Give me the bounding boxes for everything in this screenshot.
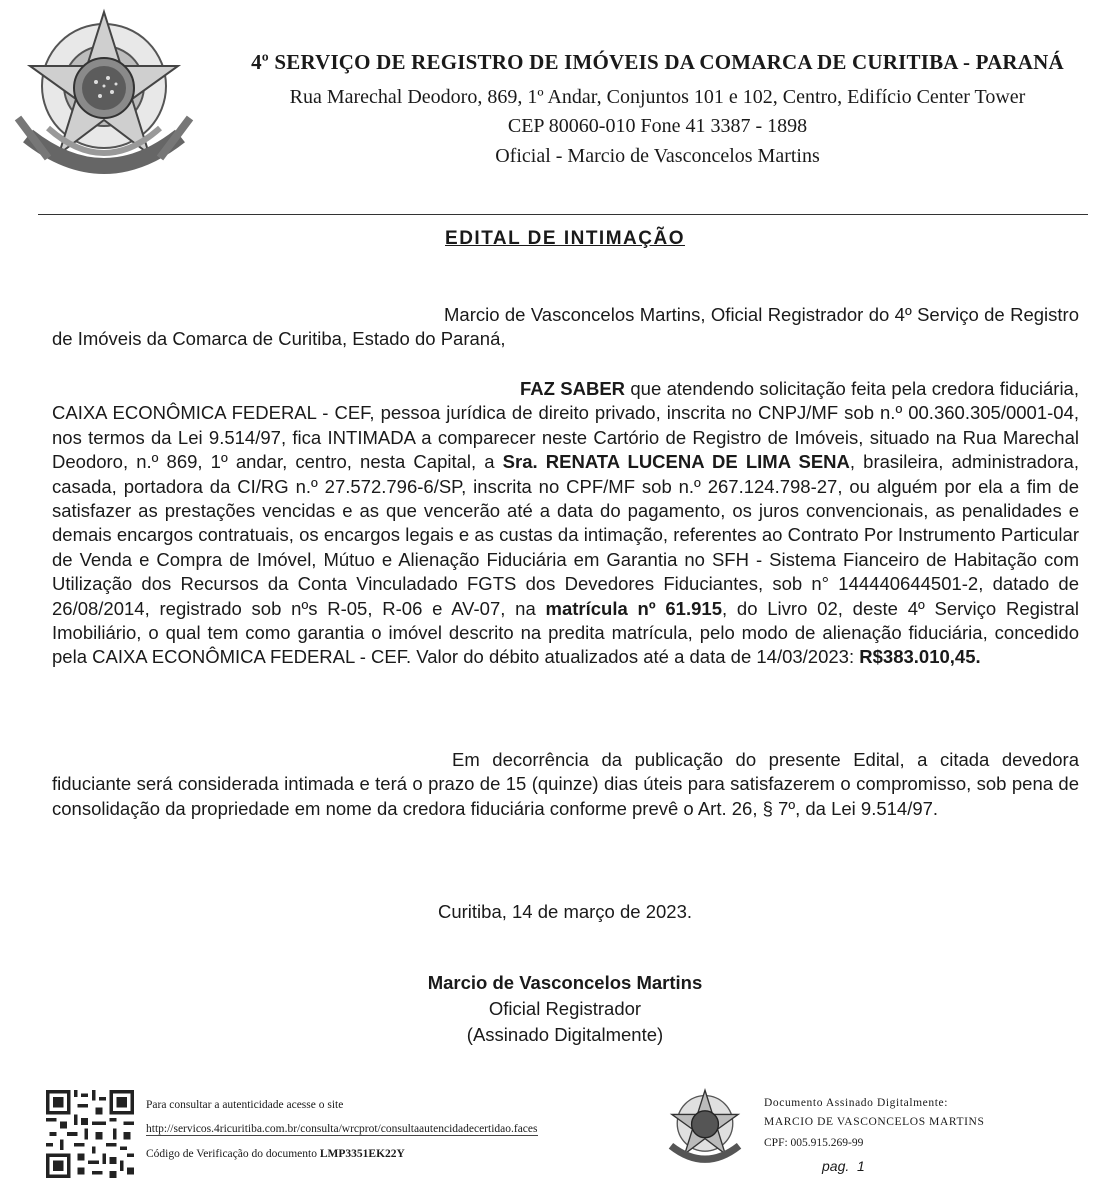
registry-title: 4º SERVIÇO DE REGISTRO DE IMÓVEIS DA COMARCA DE CURITIBA - PARANÁ <box>251 50 1064 74</box>
consult-url-link[interactable]: http://servicos.4ricuritiba.com.br/consulta/wrcprot/consultaautencidadecertidao.faces <box>146 1123 538 1135</box>
brazil-coat-of-arms-logo <box>8 8 200 198</box>
verification-qr-code <box>46 1090 134 1178</box>
verification-code: LMP3351EK22Y <box>319 1148 405 1160</box>
signed-label: Documento Assinado Digitalmente: <box>764 1097 949 1109</box>
main-text-1: que atendendo solicitação feita pela credora fiduciária, CAIXA ECONÔMICA FEDERAL - CEF, pessoa jurídica de direito privado, inscrita no CNPJ/MF sob n.º 00.360.305/0001-04, nos termos da Lei 9.514/97, fica INTIMADA a comparecer neste Cartório de Registro de Imóveis, situado na Rua Marechal Deodoro, n.º 869, 1º andar, centro, nesta Capital, a <box>52 378 1079 473</box>
main-paragraph <box>52 377 1079 670</box>
document-date: Curitiba, 14 de março de 2023. <box>437 901 692 922</box>
signer-note: (Assinado Digitalmente) <box>466 1024 664 1045</box>
consult-label: Para consultar a autenticidade acesse o site <box>146 1099 344 1111</box>
signer-name: Marcio de Vasconcelos Martins <box>427 972 703 993</box>
debt-amount: R$383.010,45. <box>859 646 981 668</box>
registry-cep-phone: CEP 80060-010 Fone 41 3387 - 1898 <box>507 115 808 137</box>
digital-signature-seal-logo <box>662 1088 748 1174</box>
header-divider <box>38 214 1088 215</box>
signed-name: MARCIO DE VASCONCELOS MARTINS <box>764 1116 985 1128</box>
main-text-3: , do Livro 02, deste 4º Serviço Registral Imobiliário, o qual tem como garantia o imóvel descrito na predita matrícula, pelo modo de alienação fiduciária, concedido pela CAIXA ECONÔMICA FEDERAL - CEF. Valor do débito atualizados até a data de 14/03/2023: <box>52 597 1079 668</box>
registry-official: Oficial - Marcio de Vasconcelos Martins <box>495 145 820 167</box>
page-number: pag. 1 <box>822 1158 865 1174</box>
verification-line <box>146 1148 405 1160</box>
closing-paragraph <box>52 748 1079 821</box>
verification-label: Código de Verificação do documento <box>146 1148 320 1160</box>
intro-text: Marcio de Vasconcelos Martins, Oficial Registrador do 4º Serviço de Registro de Imóveis da Comarca de Curitiba, Estado do Paraná, <box>52 304 1079 350</box>
signer-role: Oficial Registrador <box>488 998 642 1019</box>
faz-saber-text: FAZ SABER <box>520 378 626 399</box>
registration-number: matrícula nº 61.915 <box>545 597 722 619</box>
closing-text: Em decorrência da publicação do presente Edital, a citada devedora fiduciante será considerada intimada e terá o prazo de 15 (quinze) dias úteis para satisfazerem o compromisso, sob pena de consolidação da propriedade em nome da credora fiduciária conforme prevê o Art. 26, § 7º, da Lei 9.514/97. <box>52 749 1079 819</box>
intro-paragraph <box>52 303 1079 352</box>
registry-address: Rua Marechal Deodoro, 869, 1º Andar, Conjuntos 101 e 102, Centro, Edifício Center Tower <box>289 86 1026 108</box>
debtor-name: Sra. RENATA LUCENA DE LIMA SENA <box>502 451 850 473</box>
main-text-2: , brasileira, administradora, casada, portadora da CI/RG n.º 27.572.796-6/SP, inscrita no CPF/MF sob n.º 267.124.798-27, ou alguém por ela a fim de satisfazer as prestações vencidas e as que vencerão até a data do pagamento, os juros convencionais, as penalidades e demais encargos contratuais, os encargos legais e as custas da intimação, referentes ao Contrato Por Instrumento Particular de Venda e Compra de Imóvel, Mútuo e Alienação Fiduciária em Garantia no SFH - Sistema Fianceiro de Habitação com Utilização dos Recursos da Conta Vinculadado FGTS dos Devedores Fiduciantes, sob n° 144440644501-2, datado de 26/08/2014, registrado sob nºs R-05, R-06 e AV-07, na <box>52 451 1079 619</box>
signed-cpf: CPF: 005.915.269-99 <box>764 1137 864 1149</box>
document-title: EDITAL DE INTIMAÇÃO <box>445 228 685 249</box>
